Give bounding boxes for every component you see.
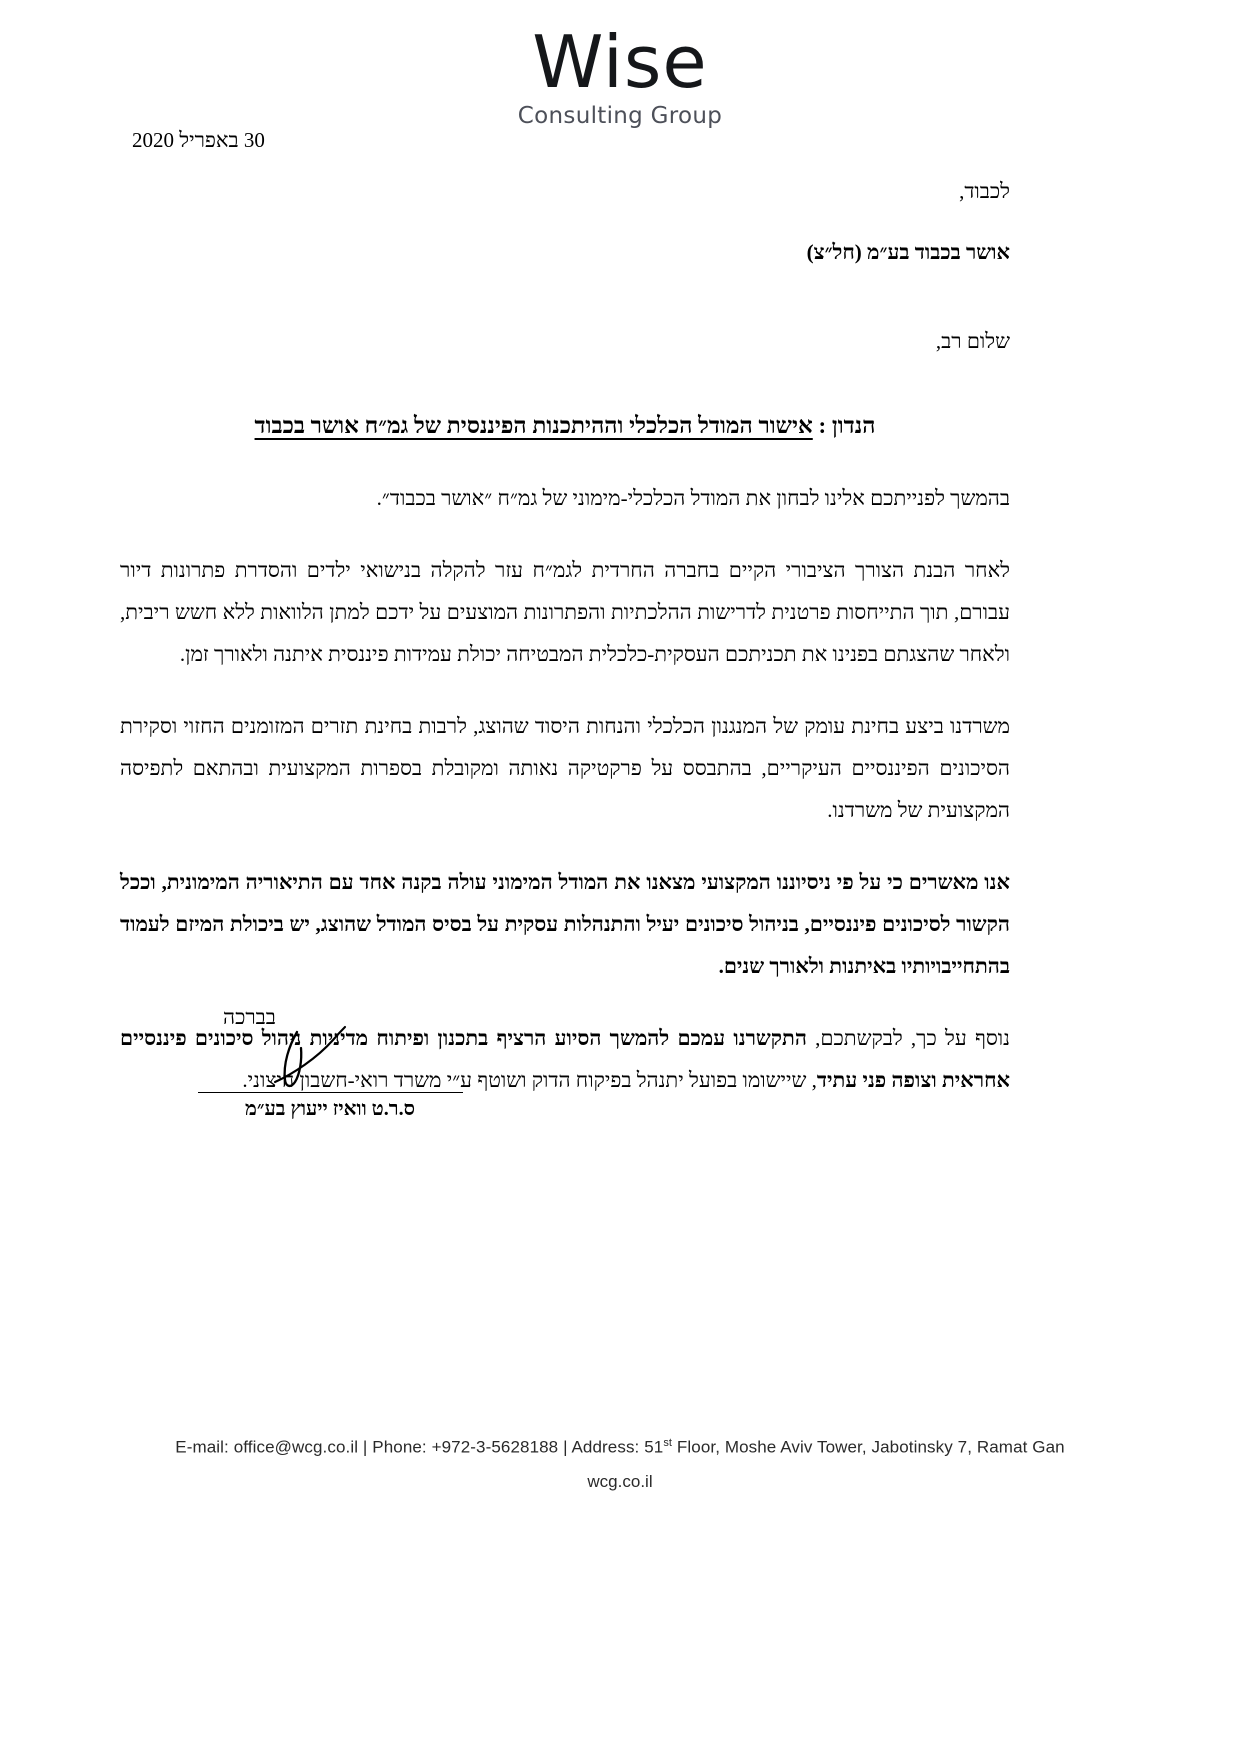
addressee-greeting: לכבוד, bbox=[959, 179, 1010, 203]
footer-separator-2: | bbox=[563, 1437, 568, 1457]
logo-tagline: Consulting Group bbox=[517, 103, 723, 130]
body-paragraph-3: משרדנו ביצע בחינת עומק של המנגנון הכלכלי והנחות היסוד שהוצג, לרבות בחינת תזרים המזומנים החזוי וסקירת הסיכונים הפיננסיים העיקריים, בהתבסס על פרקטיקה נאותה ומקובלת בספרות המקצועית ובהתאם לתפיסה המקצועית של משרדנו. bbox=[120, 714, 1010, 823]
footer-phone[interactable]: +972-3-5628188 bbox=[431, 1437, 559, 1457]
handwritten-signature-icon bbox=[175, 1030, 485, 1092]
company-logo bbox=[0, 20, 1240, 130]
page-footer bbox=[0, 1437, 1240, 1492]
footer-website[interactable]: wcg.co.il bbox=[587, 1471, 653, 1491]
logo-wordmark: Wise bbox=[532, 20, 708, 104]
footer-separator-1: | bbox=[362, 1437, 368, 1457]
signature-block bbox=[175, 1005, 485, 1121]
body-paragraph-2: לאחר הבנת הצורך הציבורי הקיים בחברה החרדית לגמ״ח עזר להקלה בנישואי ילדים והסדרת פתרונות דיור עבורם, תוך התייחסות פרטנית לדרישות ההלכתיות והפתרונות המוצעים על ידכם למתן הלוואות ללא חשש ריבית, ולאחר שהצגתם בפנינו את תכניתכם העסקית-כלכלית המבטיחה יכולת עמידות פיננסית איתנה ולאורך זמן. bbox=[120, 558, 1010, 667]
footer-phone-label: Phone: bbox=[372, 1437, 427, 1457]
footer-contact-line bbox=[0, 1437, 1240, 1458]
subject-line bbox=[120, 405, 1010, 448]
footer-address-rest: Floor, Moshe Aviv Tower, Jabotinsky 7, Ramat Gan bbox=[672, 1437, 1065, 1457]
footer-email-label: E-mail: bbox=[175, 1437, 229, 1457]
footer-address-label: Address: bbox=[571, 1437, 640, 1457]
footer-email[interactable]: office@wcg.co.il bbox=[233, 1437, 359, 1457]
footer-address-floor-suffix: st bbox=[663, 1437, 673, 1449]
body-paragraph-5-emphasis: התקשרנו עמכם להמשך הסיוע הרציף בתכנון ופיתוח מדיניות ניהול סיכונים פיננסיים אחראית וצופה פני עתיד bbox=[120, 1026, 1010, 1093]
subject-prefix: הנדון : bbox=[812, 412, 876, 438]
body-paragraph-5-lead: נוסף על כך, לבקשתכם, bbox=[806, 1026, 1010, 1051]
signature-name: ס.ר.ט וואיז ייעוץ בע״מ bbox=[245, 1098, 415, 1120]
salutation: שלום רב, bbox=[935, 328, 1010, 353]
letter-date: 30 באפריל 2020 bbox=[132, 128, 265, 152]
addressee-name: אושר בכבוד בע״מ (חל״צ) bbox=[806, 239, 1010, 264]
footer-address-floor: 51 bbox=[644, 1437, 664, 1457]
body-paragraph-4: אנו מאשרים כי על פי ניסיוננו המקצועי מצאנו את המודל המימוני עולה בקנה אחד עם התיאוריה המימונית, וככל הקשור לסיכונים פיננסיים, בניהול סיכונים יעיל והתנהלות עסקית על בסיס המודל שהוצג, יש ביכולת המיזם לעמוד בהתחייבויותיו באיתנות ולאורך שנים. bbox=[120, 870, 1010, 979]
body-paragraph-5-tail: , שיישומו בפועל יתנהל בפיקוח הדוק ושוטף ע״י משרד רואי-חשבון חיצוני. bbox=[242, 1068, 817, 1093]
subject-text: אישור המודל הכלכלי וההיתכנות הפיננסית של גמ״ח אושר בכבוד bbox=[254, 412, 813, 438]
signature-greeting: בברכה bbox=[223, 1005, 276, 1029]
letter-content bbox=[120, 172, 1010, 1101]
body-paragraph-1: בהמשך לפנייתכם אלינו לבחון את המודל הכלכלי-מימוני של גמ״ח ״אושר בכבוד״. bbox=[376, 486, 1010, 511]
